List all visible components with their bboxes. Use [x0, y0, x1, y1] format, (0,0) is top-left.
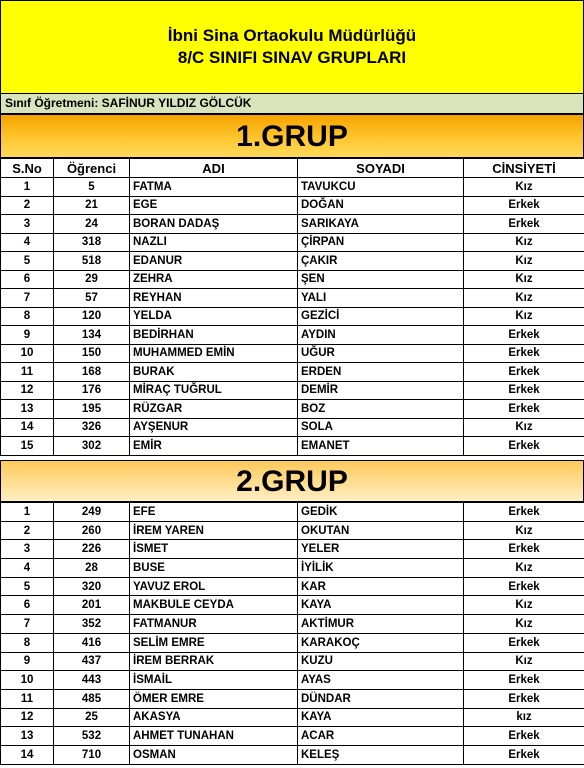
cell-sno: 12: [1, 381, 54, 400]
table-row: [1, 196, 584, 215]
cell-cinsiyeti: Erkek: [464, 503, 584, 522]
cell-adi: NAZLI: [130, 233, 298, 252]
cell-soyadi: YALI: [298, 289, 464, 308]
cell-cinsiyeti: Erkek: [464, 633, 584, 652]
cell-adi: İREM YAREN: [130, 521, 298, 540]
class-exam-title: 8/C SINIFI SINAV GRUPLARI: [177, 48, 407, 67]
cell-ogrenci: 485: [54, 689, 130, 708]
table-row: [1, 215, 584, 234]
cell-soyadi: AYAS: [298, 671, 464, 690]
cell-soyadi: AYDIN: [298, 326, 464, 345]
cell-ogrenci: 176: [54, 381, 130, 400]
cell-sno: 14: [1, 745, 54, 764]
cell-cinsiyeti: Erkek: [464, 437, 584, 456]
table-row: [1, 400, 584, 419]
cell-sno: 5: [1, 252, 54, 271]
cell-adi: İREM BERRAK: [130, 652, 298, 671]
cell-ogrenci: 134: [54, 326, 130, 345]
cell-ogrenci: 168: [54, 363, 130, 382]
cell-sno: 3: [1, 540, 54, 559]
cell-sno: 10: [1, 671, 54, 690]
cell-soyadi: ÇİRPAN: [298, 233, 464, 252]
table-row: [1, 437, 584, 456]
cell-adi: YELDA: [130, 307, 298, 326]
cell-cinsiyeti: Erkek: [464, 745, 584, 764]
cell-sno: 2: [1, 521, 54, 540]
cell-cinsiyeti: Erkek: [464, 215, 584, 234]
cell-adi: RÜZGAR: [130, 400, 298, 419]
table-row: [1, 326, 584, 345]
table-row: [1, 521, 584, 540]
cell-adi: MUHAMMED EMİN: [130, 344, 298, 363]
cell-sno: 9: [1, 652, 54, 671]
group2-body: [1, 503, 584, 765]
cell-ogrenci: 710: [54, 745, 130, 764]
cell-adi: EGE: [130, 196, 298, 215]
cell-soyadi: BOZ: [298, 400, 464, 419]
cell-soyadi: SOLA: [298, 418, 464, 437]
cell-soyadi: GEZİCİ: [298, 307, 464, 326]
table-row: [1, 671, 584, 690]
cell-cinsiyeti: Erkek: [464, 577, 584, 596]
cell-cinsiyeti: Erkek: [464, 540, 584, 559]
cell-soyadi: KAR: [298, 577, 464, 596]
col-header-sno: S.No: [1, 159, 54, 178]
cell-adi: AYŞENUR: [130, 418, 298, 437]
cell-sno: 3: [1, 215, 54, 234]
table-row: [1, 344, 584, 363]
table-row: [1, 596, 584, 615]
table-row: [1, 727, 584, 746]
cell-sno: 13: [1, 727, 54, 746]
cell-cinsiyeti: Erkek: [464, 727, 584, 746]
cell-adi: ÖMER EMRE: [130, 689, 298, 708]
cell-ogrenci: 249: [54, 503, 130, 522]
table-row: [1, 270, 584, 289]
cell-sno: 8: [1, 633, 54, 652]
cell-cinsiyeti: Erkek: [464, 363, 584, 382]
cell-soyadi: ACAR: [298, 727, 464, 746]
cell-soyadi: KAYA: [298, 708, 464, 727]
cell-sno: 10: [1, 344, 54, 363]
cell-sno: 4: [1, 233, 54, 252]
cell-cinsiyeti: Kız: [464, 270, 584, 289]
cell-adi: EFE: [130, 503, 298, 522]
cell-sno: 12: [1, 708, 54, 727]
cell-sno: 15: [1, 437, 54, 456]
cell-adi: AKASYA: [130, 708, 298, 727]
cell-ogrenci: 150: [54, 344, 130, 363]
table-row: [1, 381, 584, 400]
cell-cinsiyeti: Kız: [464, 559, 584, 578]
cell-ogrenci: 437: [54, 652, 130, 671]
cell-cinsiyeti: Kız: [464, 596, 584, 615]
school-title: İbni Sina Ortaokulu Müdürlüğü: [167, 26, 417, 45]
cell-soyadi: AKTİMUR: [298, 615, 464, 634]
cell-sno: 2: [1, 196, 54, 215]
cell-ogrenci: 21: [54, 196, 130, 215]
cell-cinsiyeti: Erkek: [464, 196, 584, 215]
cell-soyadi: OKUTAN: [298, 521, 464, 540]
cell-adi: YAVUZ EROL: [130, 577, 298, 596]
cell-ogrenci: 57: [54, 289, 130, 308]
table-row: [1, 289, 584, 308]
col-header-soyadi: SOYADI: [298, 159, 464, 178]
col-header-adi: ADI: [130, 159, 298, 178]
cell-adi: MİRAÇ TUĞRUL: [130, 381, 298, 400]
cell-ogrenci: 326: [54, 418, 130, 437]
school-title-box: [0, 0, 584, 94]
cell-adi: BURAK: [130, 363, 298, 382]
cell-adi: İSMET: [130, 540, 298, 559]
group2-table: [0, 502, 584, 765]
cell-cinsiyeti: Kız: [464, 289, 584, 308]
cell-cinsiyeti: Erkek: [464, 381, 584, 400]
table-row: [1, 559, 584, 578]
cell-cinsiyeti: Kız: [464, 418, 584, 437]
cell-soyadi: ERDEN: [298, 363, 464, 382]
cell-ogrenci: 201: [54, 596, 130, 615]
table-row: [1, 745, 584, 764]
cell-sno: 13: [1, 400, 54, 419]
cell-sno: 7: [1, 289, 54, 308]
teacher-label: Sınıf Öğretmeni: SAFİNUR YILDIZ GÖLCÜK: [0, 94, 584, 114]
cell-cinsiyeti: Kız: [464, 615, 584, 634]
cell-sno: 14: [1, 418, 54, 437]
cell-cinsiyeti: Erkek: [464, 326, 584, 345]
cell-ogrenci: 5: [54, 178, 130, 197]
cell-soyadi: DEMİR: [298, 381, 464, 400]
cell-sno: 9: [1, 326, 54, 345]
cell-cinsiyeti: Kız: [464, 521, 584, 540]
cell-ogrenci: 29: [54, 270, 130, 289]
cell-soyadi: ÇAKIR: [298, 252, 464, 271]
cell-ogrenci: 532: [54, 727, 130, 746]
table-row: [1, 708, 584, 727]
cell-soyadi: GEDİK: [298, 503, 464, 522]
group1-table: [0, 158, 584, 456]
cell-cinsiyeti: kız: [464, 708, 584, 727]
table-row: [1, 540, 584, 559]
table-row: [1, 633, 584, 652]
cell-adi: BUSE: [130, 559, 298, 578]
cell-ogrenci: 120: [54, 307, 130, 326]
cell-sno: 8: [1, 307, 54, 326]
cell-cinsiyeti: Kız: [464, 233, 584, 252]
cell-ogrenci: 302: [54, 437, 130, 456]
cell-soyadi: YELER: [298, 540, 464, 559]
table-row: [1, 615, 584, 634]
cell-soyadi: DÜNDAR: [298, 689, 464, 708]
cell-soyadi: İYİLİK: [298, 559, 464, 578]
group2-title: 2.GRUP: [0, 460, 584, 502]
cell-sno: 1: [1, 503, 54, 522]
cell-ogrenci: 24: [54, 215, 130, 234]
cell-ogrenci: 320: [54, 577, 130, 596]
cell-soyadi: DOĞAN: [298, 196, 464, 215]
table-row: [1, 652, 584, 671]
table-row: [1, 252, 584, 271]
table-row: [1, 178, 584, 197]
table-row: [1, 503, 584, 522]
cell-sno: 11: [1, 363, 54, 382]
cell-soyadi: KARAKOÇ: [298, 633, 464, 652]
cell-adi: AHMET TUNAHAN: [130, 727, 298, 746]
cell-sno: 4: [1, 559, 54, 578]
table-row: [1, 363, 584, 382]
table-row: [1, 577, 584, 596]
cell-ogrenci: 28: [54, 559, 130, 578]
cell-ogrenci: 443: [54, 671, 130, 690]
cell-sno: 7: [1, 615, 54, 634]
cell-ogrenci: 416: [54, 633, 130, 652]
table-row: [1, 689, 584, 708]
cell-ogrenci: 318: [54, 233, 130, 252]
cell-adi: REYHAN: [130, 289, 298, 308]
cell-soyadi: EMANET: [298, 437, 464, 456]
cell-adi: EMİR: [130, 437, 298, 456]
cell-soyadi: SARIKAYA: [298, 215, 464, 234]
cell-cinsiyeti: Erkek: [464, 344, 584, 363]
cell-cinsiyeti: Erkek: [464, 689, 584, 708]
cell-cinsiyeti: Erkek: [464, 400, 584, 419]
group1-body: [1, 178, 584, 456]
cell-soyadi: KAYA: [298, 596, 464, 615]
group1-header-row: [1, 159, 584, 178]
cell-sno: 11: [1, 689, 54, 708]
cell-adi: OSMAN: [130, 745, 298, 764]
col-header-ogrenci: Öğrenci: [54, 159, 130, 178]
cell-adi: SELİM EMRE: [130, 633, 298, 652]
cell-sno: 6: [1, 270, 54, 289]
cell-cinsiyeti: Erkek: [464, 671, 584, 690]
table-row: [1, 418, 584, 437]
cell-cinsiyeti: Kız: [464, 178, 584, 197]
col-header-cinsiyeti: CİNSİYETİ: [464, 159, 584, 178]
cell-cinsiyeti: Kız: [464, 307, 584, 326]
cell-adi: MAKBULE CEYDA: [130, 596, 298, 615]
cell-ogrenci: 195: [54, 400, 130, 419]
cell-cinsiyeti: Kız: [464, 252, 584, 271]
cell-soyadi: KELEŞ: [298, 745, 464, 764]
cell-soyadi: TAVUKCU: [298, 178, 464, 197]
cell-soyadi: ŞEN: [298, 270, 464, 289]
cell-soyadi: KUZU: [298, 652, 464, 671]
cell-ogrenci: 260: [54, 521, 130, 540]
cell-adi: ZEHRA: [130, 270, 298, 289]
cell-adi: FATMA: [130, 178, 298, 197]
table-row: [1, 233, 584, 252]
cell-adi: BORAN DADAŞ: [130, 215, 298, 234]
cell-sno: 1: [1, 178, 54, 197]
cell-ogrenci: 352: [54, 615, 130, 634]
cell-sno: 6: [1, 596, 54, 615]
cell-adi: EDANUR: [130, 252, 298, 271]
group1-title: 1.GRUP: [0, 114, 584, 158]
table-row: [1, 307, 584, 326]
cell-soyadi: UĞUR: [298, 344, 464, 363]
cell-ogrenci: 25: [54, 708, 130, 727]
cell-adi: FATMANUR: [130, 615, 298, 634]
cell-adi: İSMAİL: [130, 671, 298, 690]
cell-ogrenci: 518: [54, 252, 130, 271]
cell-sno: 5: [1, 577, 54, 596]
cell-ogrenci: 226: [54, 540, 130, 559]
cell-adi: BEDİRHAN: [130, 326, 298, 345]
cell-cinsiyeti: Kız: [464, 652, 584, 671]
